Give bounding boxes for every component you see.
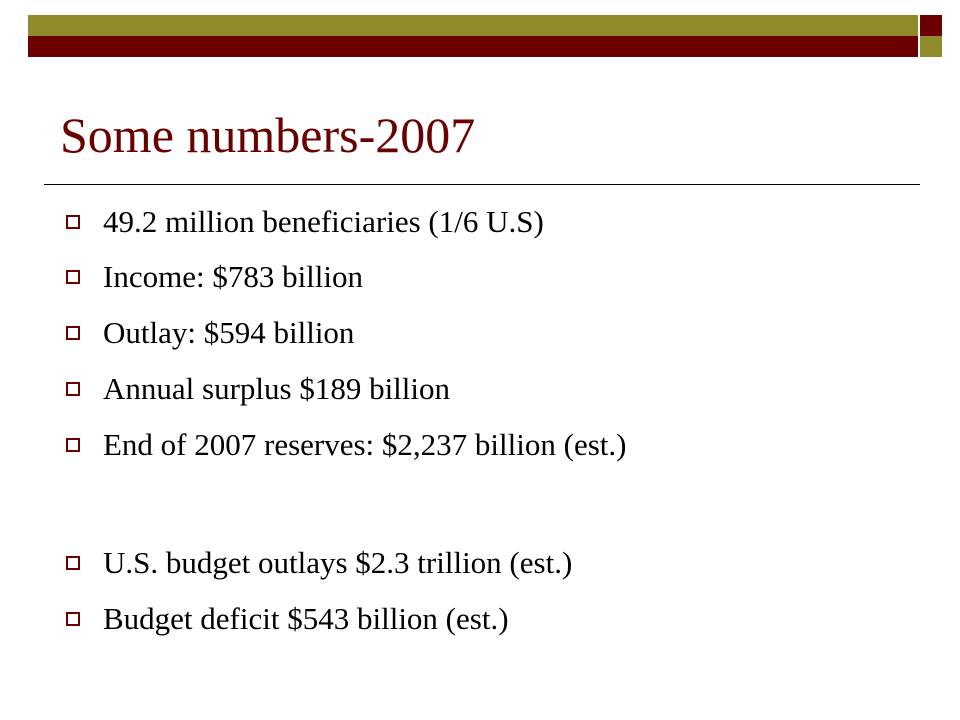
- bullet-text: Outlay: $594 billion: [103, 315, 355, 350]
- square-bullet-icon: [66, 326, 80, 340]
- title-divider: [44, 184, 920, 185]
- bullet-item: [66, 313, 354, 353]
- square-bullet-icon: [66, 612, 80, 626]
- bullet-text: End of 2007 reserves: $2,237 billion (est.): [103, 427, 627, 462]
- corner-square-olive: [920, 36, 942, 57]
- top-bar-red: [28, 36, 918, 57]
- square-bullet-icon: [66, 270, 80, 284]
- bullet-item: [66, 543, 572, 583]
- square-bullet-icon: [66, 382, 80, 396]
- bullet-item: [66, 425, 626, 465]
- corner-square-red: [920, 15, 942, 36]
- bullet-item: [66, 202, 544, 242]
- square-bullet-icon: [66, 438, 80, 452]
- bullet-text: 49.2 million beneficiaries (1/6 U.S): [103, 204, 544, 239]
- bullet-text: U.S. budget outlays $2.3 trillion (est.): [103, 545, 573, 580]
- square-bullet-icon: [66, 215, 80, 229]
- top-bar-olive: [28, 15, 918, 36]
- bullet-text: Budget deficit $543 billion (est.): [103, 601, 509, 636]
- bullet-item: [66, 257, 363, 297]
- bullet-item: [66, 369, 450, 409]
- bullet-text: Income: $783 billion: [103, 259, 364, 294]
- bullet-text: Annual surplus $189 billion: [103, 371, 451, 406]
- square-bullet-icon: [66, 556, 80, 570]
- bullet-item: [66, 599, 509, 639]
- slide-title: Some numbers-2007: [60, 107, 476, 163]
